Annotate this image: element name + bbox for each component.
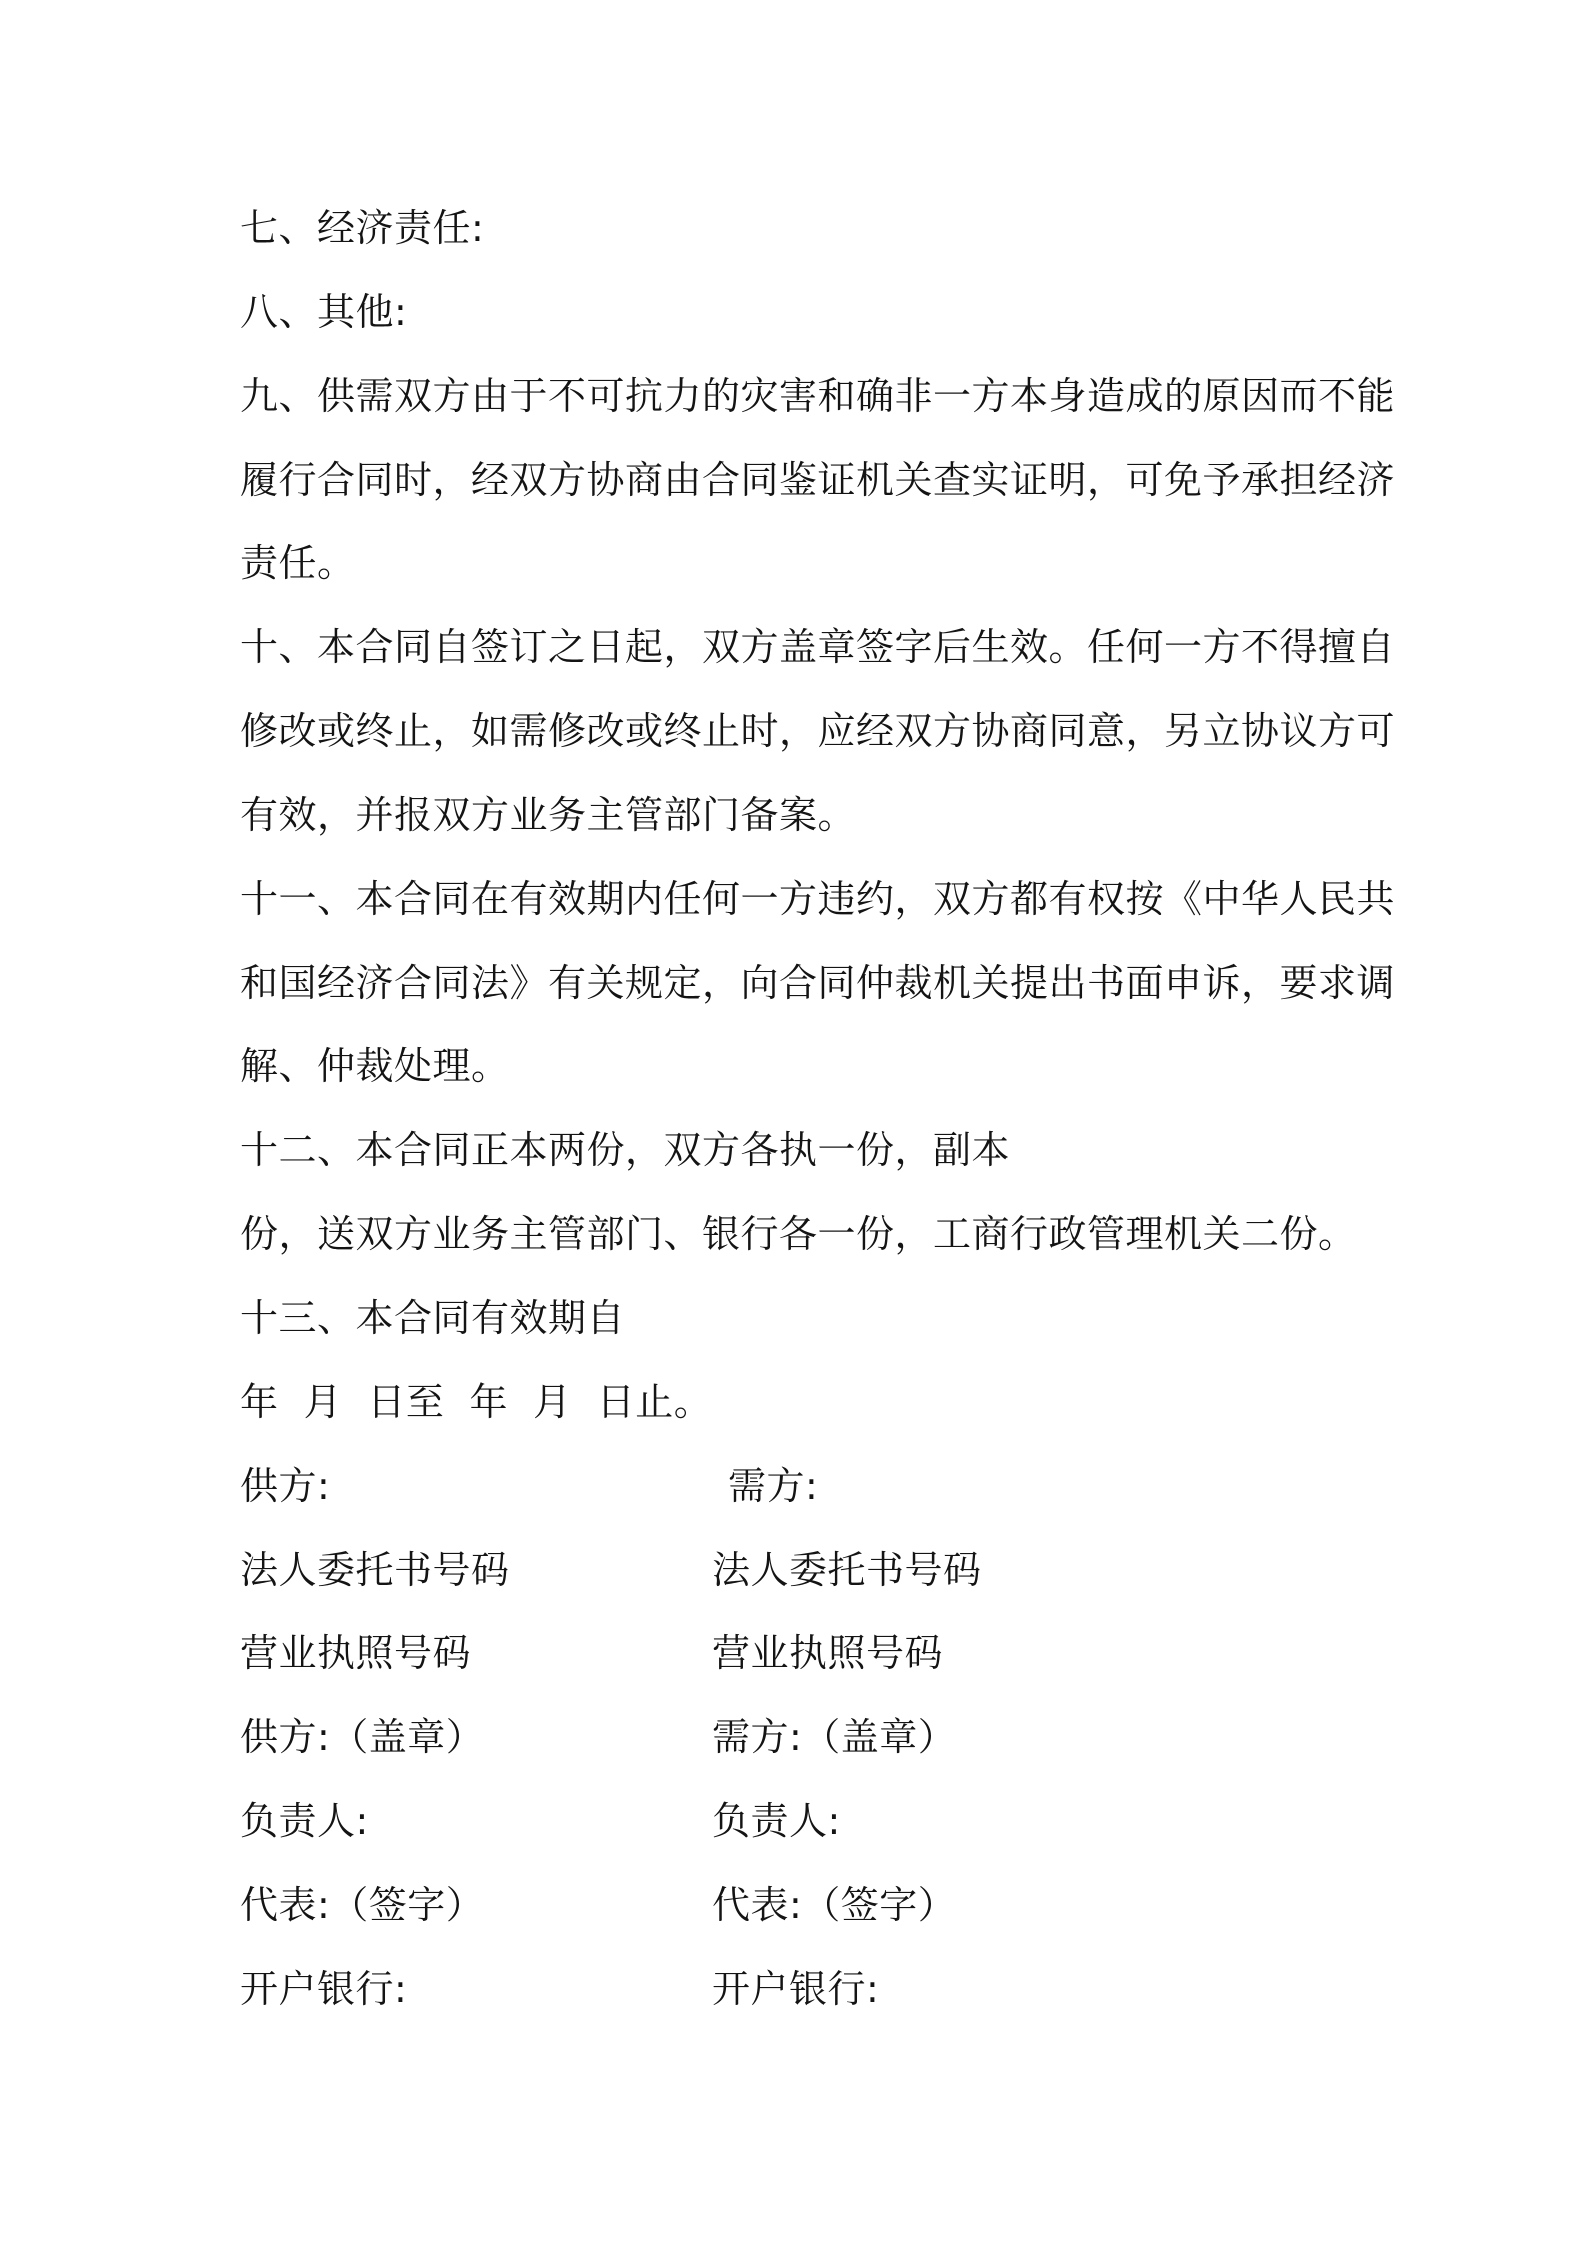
supplier-responsible-person: 负责人:: [240, 1799, 369, 1843]
clause-13-line-2: 年 月 日至 年 月 日止。: [240, 1380, 713, 1424]
supplier-representative-signature: 代表:（签字）: [240, 1883, 485, 1927]
clause-11-line-2: 和国经济合同法》有关规定，向合同仲裁机关提出书面申诉，要求调: [240, 961, 1396, 1005]
buyer-responsible-person: 负责人:: [712, 1799, 841, 1843]
clause-9-line-3: 责任。: [240, 541, 356, 585]
clause-10-line-2: 修改或终止，如需修改或终止时，应经双方协商同意，另立协议方可: [240, 709, 1396, 753]
supplier-bank: 开户银行:: [240, 1967, 408, 2011]
buyer-representative-signature: 代表:（签字）: [712, 1883, 957, 1927]
clause-9-line-1: 九、供需双方由于不可抗力的灾害和确非一方本身造成的原因而不能: [240, 374, 1396, 418]
clause-8: 八、其他:: [240, 290, 408, 334]
buyer-seal: 需方:（盖章）: [712, 1715, 957, 1759]
buyer-license-number: 营业执照号码: [712, 1631, 944, 1675]
clause-13-line-1: 十三、本合同有效期自: [240, 1296, 626, 1340]
clause-9-line-2: 履行合同时，经双方协商由合同鉴证机关查实证明，可免予承担经济: [240, 458, 1396, 502]
clause-10-line-3: 有效，并报双方业务主管部门备案。: [240, 793, 857, 837]
clause-11-line-3: 解、仲裁处理。: [240, 1044, 510, 1088]
supplier-seal: 供方:（盖章）: [240, 1715, 485, 1759]
buyer-authorization-number: 法人委托书号码: [712, 1548, 982, 1592]
clause-11-line-1: 十一、本合同在有效期内任何一方违约，双方都有权按《中华人民共: [240, 877, 1396, 921]
supplier-license-number: 营业执照号码: [240, 1631, 472, 1675]
clause-7: 七、经济责任:: [240, 206, 485, 250]
supplier-label: 供方:: [240, 1464, 331, 1508]
buyer-label: 需方:: [728, 1464, 819, 1508]
clause-12-line-1: 十二、本合同正本两份，双方各执一份，副本: [240, 1128, 1011, 1172]
clause-10-line-1: 十、本合同自签订之日起，双方盖章签字后生效。任何一方不得擅自: [240, 625, 1396, 669]
buyer-bank: 开户银行:: [712, 1967, 880, 2011]
clause-12-line-2: 份，送双方业务主管部门、银行各一份，工商行政管理机关二份。: [240, 1212, 1357, 1256]
supplier-authorization-number: 法人委托书号码: [240, 1548, 510, 1592]
